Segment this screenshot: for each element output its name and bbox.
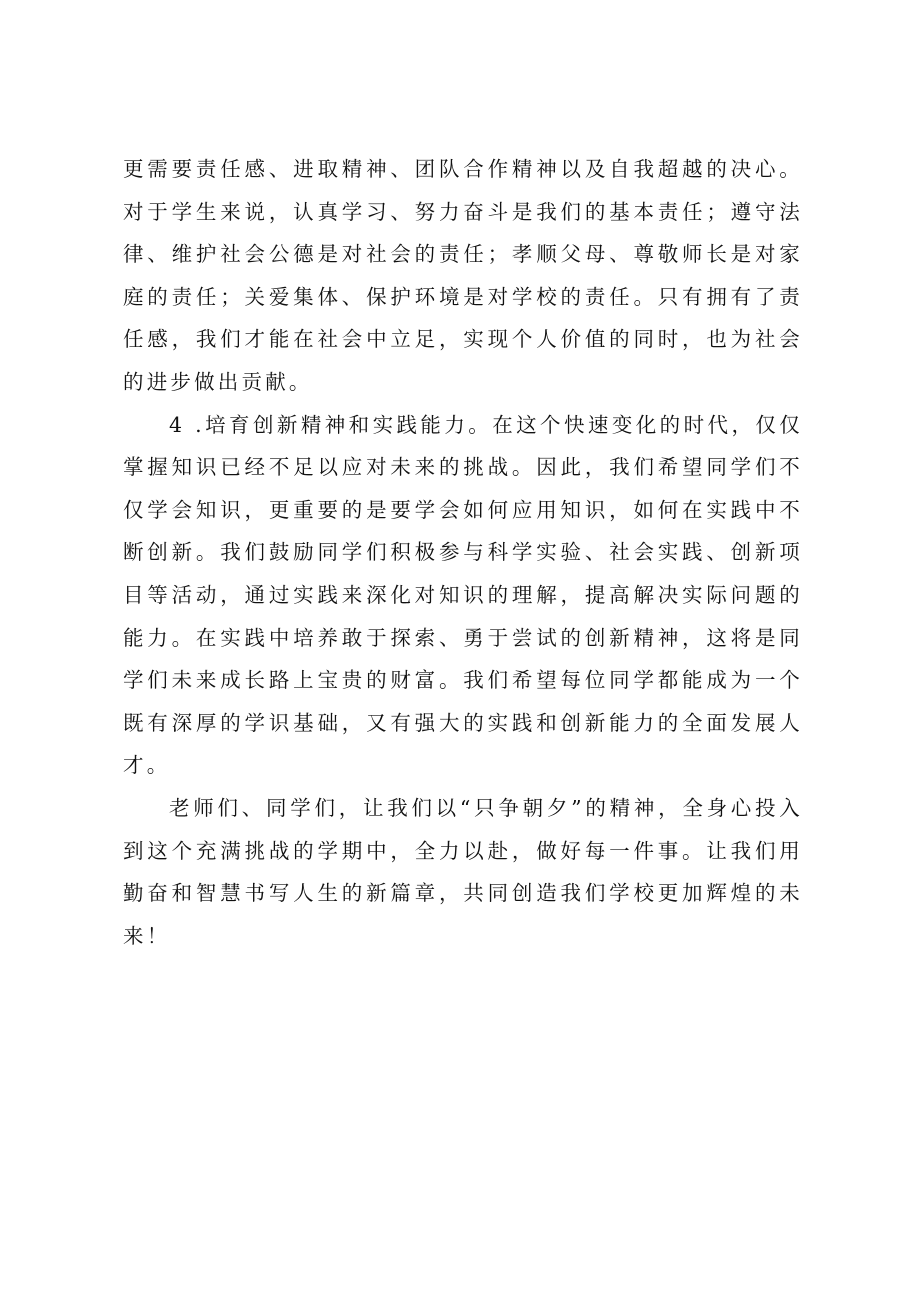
paragraph-innovation: 4 .培育创新精神和实践能力。在这个快速变化的时代，仅仅掌握知识已经不足以应对未来的挑战。因此，我们希望同学们不仅学会知识，更重要的是要学会如何应用知识，如何在实践中不断创新。我们鼓励同学们积极参与科学实验、社会实践、创新项目等活动，通过实践来深化对知识的理解，提高解决实际问题的能力。在实践中培养敢于探索、勇于尝试的创新精神，这将是同学们未来成长路上宝贵的财富。我们希望每位同学都能成为一个既有深厚的学识基础，又有强大的实践和创新能力的全面发展人才。 [123,412,803,778]
paragraph-closing: 老师们、同学们，让我们以“只争朝夕”的精神，全身心投入到这个充满挑战的学期中，全力以赴，做好每一件事。让我们用勤奋和智慧书写人生的新篇章，共同创造我们学校更加辉煌的未来！ [123,795,803,948]
document-body [123,148,803,957]
paragraph-responsibility: 更需要责任感、进取精神、团队合作精神以及自我超越的决心。对于学生来说，认真学习、努力奋斗是我们的基本责任；遵守法律、维护社会公德是对社会的责任；孝顺父母、尊敬师长是对家庭的责任；关爱集体、保护环境是对学校的责任。只有拥有了责任感，我们才能在社会中立足，实现个人价值的同时，也为社会的进步做出贡献。 [123,157,803,394]
